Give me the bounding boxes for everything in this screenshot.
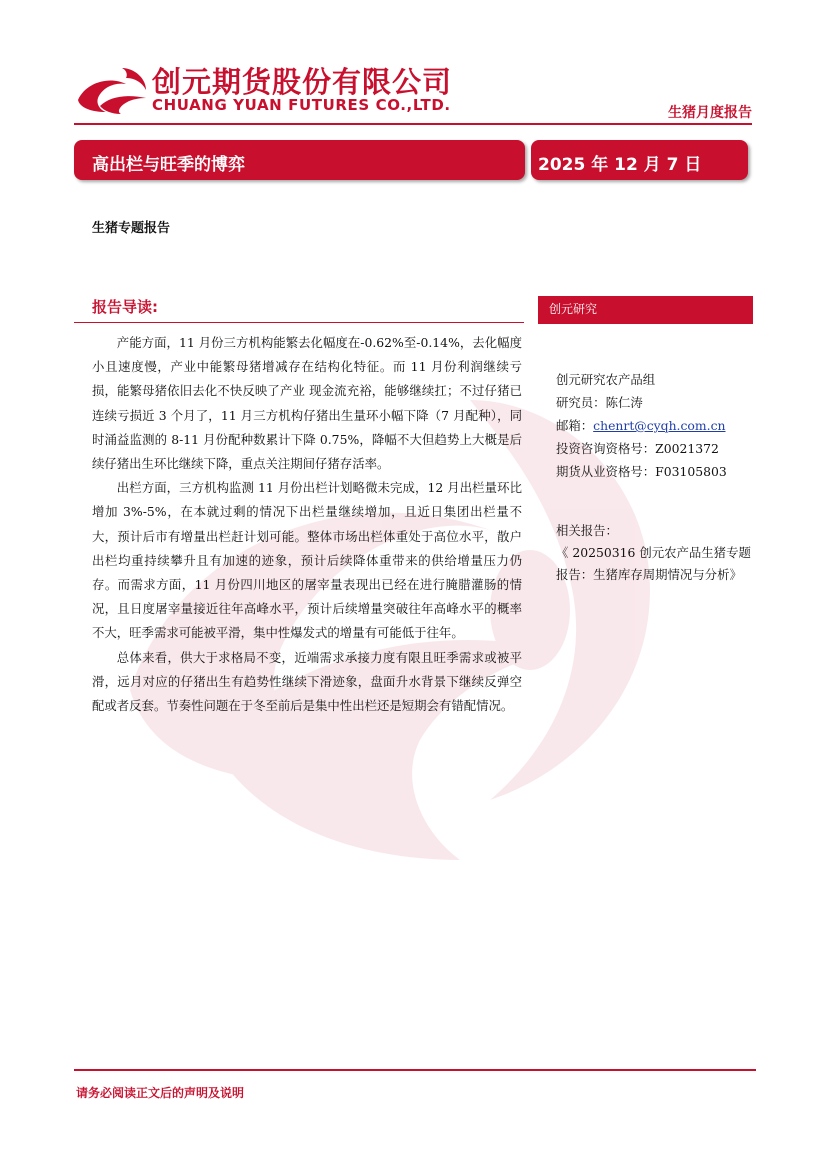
related-reports-heading: 相关报告： <box>556 523 618 538</box>
guide-paragraph-slaughter: 出栏方面，三方机构监测 11 月份出栏计划略微未完成，12 月出栏量环比增加 3%-5%，在本就过剩的情况下出栏量继续增加，且近日集团出栏量不大，预计后市有增量出栏赶计划可能。整体市场出栏体重处于高位水平，散户出栏均重持续攀升且有加速的迹象，预计后续降体重带来的供给增量压力仍存。而需求方面，11 月份四川地区的屠宰量表现出已经在进行腌腊灌肠的情况，且日度屠宰量接近往年高峰水平，预计后续增量突破往年高峰水平的概率不大，旺季需求可能被平滑，集中性爆发式的增量有可能低于往年。 <box>92 480 522 641</box>
guide-paragraph-supply: 产能方面，11 月份三方机构能繁去化幅度在-0.62%至-0.14%，去化幅度小且速度慢，产业中能繁母猪增减存在结构化特征。而 11 月份利润继续亏损，能繁母猪依旧去化不快反映了产业 现金流充裕，能够继续扛；不过仔猪已连续亏损近 3 个月了，11 月三方机构仔猪出生量环小幅下降（7 月配种），同时涌益监测的 8-11 月份配种数累计下降 0.75%，降幅不大但趋势上大概是后续仔猪出生环比继续下降，重点关注期间仔猪存活率。 <box>92 335 522 472</box>
research-group: 创元研究农产品组 <box>556 372 656 387</box>
report-category: 生猪专题报告 <box>92 221 171 236</box>
report-type-label: 生猪月度报告 <box>668 105 752 121</box>
futures-license-number: F03105803 <box>655 464 727 479</box>
analyst-info <box>556 368 727 483</box>
researcher-name: 陈仁涛 <box>605 395 643 410</box>
header-divider <box>74 123 752 125</box>
company-logo-icon <box>76 66 150 114</box>
related-reports <box>556 520 752 586</box>
researcher-line: 研究员：陈仁涛 <box>556 395 643 410</box>
guide-divider <box>74 322 524 323</box>
email-line: 邮箱：chenrt@cyqh.com.cn <box>556 418 726 433</box>
footer-disclaimer: 请务必阅读正文后的声明及说明 <box>76 1086 245 1100</box>
footer-divider <box>74 1069 756 1071</box>
report-title: 高出栏与旺季的博弈 <box>92 155 245 175</box>
company-name-cn: 创元期货股份有限公司 <box>152 65 453 99</box>
guide-body <box>92 331 522 718</box>
report-date: 2025 年 12 月 7 日 <box>538 155 702 175</box>
futures-license-line: 期货从业资格号：F03105803 <box>556 464 727 479</box>
advisory-license-number: Z0021372 <box>655 441 719 456</box>
guide-heading: 报告导读: <box>92 298 158 316</box>
related-report-item[interactable]: 《 20250316 创元农产品生猪专题报告：生猪库存周期情况与分析》 <box>556 545 751 582</box>
sidebar-section-label: 创元研究 <box>549 302 598 316</box>
advisory-license-line: 投资咨询资格号：Z0021372 <box>556 441 719 456</box>
guide-paragraph-summary: 总体来看，供大于求格局不变，近端需求承接力度有限且旺季需求或被平滑，远月对应的仔猪出生有趋势性继续下滑迹象，盘面升水背景下继续反弹空配或者反套。节奏性问题在于冬至前后是集中性出栏还是短期会有错配情况。 <box>92 649 522 714</box>
company-name-en: CHUANG YUAN FUTURES CO.,LTD. <box>152 96 451 114</box>
email-link[interactable]: chenrt@cyqh.com.cn <box>593 418 726 433</box>
